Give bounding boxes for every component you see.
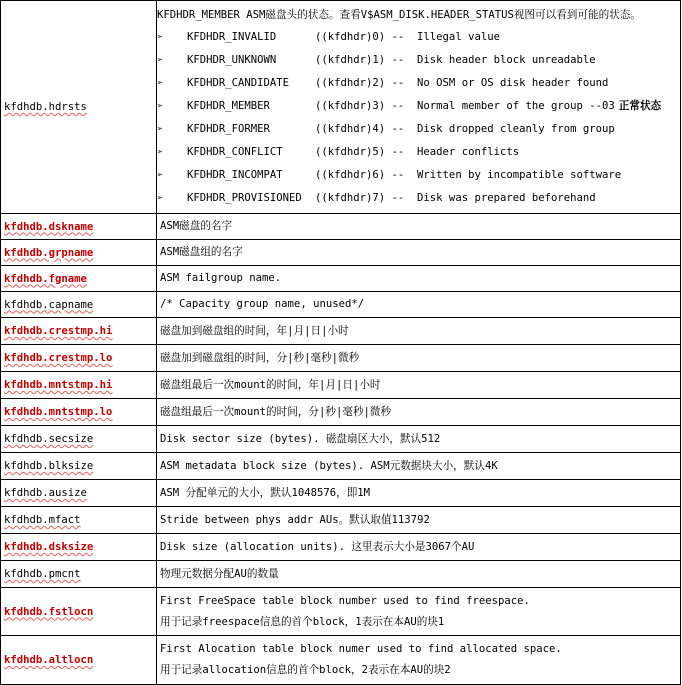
table-row bbox=[1, 292, 681, 318]
field-name-cell bbox=[1, 636, 157, 685]
field-name: kfdhdb.mntstmp.hi bbox=[4, 379, 113, 391]
table-row bbox=[1, 561, 681, 588]
status-name: KFDHDR_INCOMPAT bbox=[187, 169, 283, 181]
arrow-bullet-icon: ➢ bbox=[157, 193, 164, 204]
field-description: 磁盘组最后一次mount的时间，年|月|日|小时 bbox=[160, 378, 381, 391]
status-name: KFDHDR_UNKNOWN bbox=[187, 54, 277, 66]
table-row bbox=[1, 507, 681, 534]
field-description-cell bbox=[157, 372, 681, 399]
arrow-bullet-icon: ➢ bbox=[157, 55, 164, 66]
table-row bbox=[1, 266, 681, 292]
field-description: 磁盘加到磁盘组的时间，年|月|日|小时 bbox=[160, 324, 349, 337]
field-name-cell bbox=[1, 372, 157, 399]
field-description: /* Capacity group name, unused*/ bbox=[160, 298, 365, 310]
field-description-cell bbox=[157, 534, 681, 561]
field-description: Stride between phys addr AUs。默认取值113792 bbox=[160, 513, 430, 526]
status-emphasis: 正常状态 bbox=[618, 100, 662, 112]
field-description-cell bbox=[157, 507, 681, 534]
field-name-cell bbox=[1, 561, 157, 588]
field-name: kfdhdb.ausize bbox=[4, 487, 87, 499]
field-name: kfdhdb.pmcnt bbox=[4, 568, 81, 580]
field-name: kfdhdb.fgname bbox=[4, 272, 87, 285]
table-row bbox=[1, 453, 681, 480]
table-row bbox=[1, 480, 681, 507]
field-description-cell bbox=[157, 561, 681, 588]
field-description: 用于记录allocation信息的首个block，2表示在本AU的块2 bbox=[160, 664, 451, 676]
field-name-cell bbox=[1, 588, 157, 636]
status-item bbox=[157, 141, 680, 164]
field-description-cell bbox=[157, 588, 681, 636]
field-name: kfdhdb.blksize bbox=[4, 460, 94, 472]
table-row bbox=[1, 214, 681, 240]
status-item bbox=[157, 49, 680, 72]
field-name-cell bbox=[1, 507, 157, 534]
status-name: KFDHDR_INVALID bbox=[187, 31, 277, 43]
field-description-cell bbox=[157, 480, 681, 507]
status-items-list bbox=[157, 26, 680, 210]
table-row bbox=[1, 318, 681, 345]
field-description: ASM failgroup name. bbox=[160, 272, 282, 284]
field-name-cell bbox=[1, 480, 157, 507]
table-row bbox=[1, 240, 681, 266]
arrow-bullet-icon: ➢ bbox=[157, 124, 164, 135]
field-name: kfdhdb.dskname bbox=[4, 220, 94, 233]
field-name-cell bbox=[1, 345, 157, 372]
status-item bbox=[157, 95, 680, 118]
field-description: 物理元数据分配AU的数量 bbox=[160, 567, 279, 580]
field-description: ASM metadata block size (bytes). ASM元数据块大小，默认4K bbox=[160, 459, 498, 472]
status-text: ((kfdhdr)2) -- No OSM or OS disk header found bbox=[315, 77, 609, 89]
field-name-cell bbox=[1, 318, 157, 345]
table-row bbox=[1, 636, 681, 685]
field-name-cell bbox=[1, 266, 157, 292]
field-description: First FreeSpace table block number used to find freespace. bbox=[160, 594, 530, 607]
status-item bbox=[157, 72, 680, 95]
status-item bbox=[157, 187, 680, 210]
field-name-cell bbox=[1, 214, 157, 240]
field-name: kfdhdb.capname bbox=[4, 298, 94, 311]
status-description-cell bbox=[157, 1, 681, 214]
field-description: 磁盘加到磁盘组的时间，分|秒|毫秒|微秒 bbox=[160, 351, 360, 364]
field-name-cell bbox=[1, 534, 157, 561]
table-row bbox=[1, 1, 681, 214]
field-name-cell bbox=[1, 453, 157, 480]
status-text: ((kfdhdr)5) -- Header conflicts bbox=[315, 146, 520, 158]
field-description: Disk size (allocation units). 这里表示大小是3067个AU bbox=[160, 540, 475, 553]
status-text: ((kfdhdr)7) -- Disk was prepared beforehand bbox=[315, 192, 596, 204]
field-name: kfdhdb.grpname bbox=[4, 246, 94, 259]
field-name-cell bbox=[1, 292, 157, 318]
field-name-cell bbox=[1, 399, 157, 426]
field-name: kfdhdb.crestmp.lo bbox=[4, 352, 113, 364]
status-text: ((kfdhdr)1) -- Disk header block unreadable bbox=[315, 54, 596, 66]
table-row bbox=[1, 345, 681, 372]
status-item bbox=[157, 118, 680, 141]
field-description-cell bbox=[157, 240, 681, 266]
arrow-bullet-icon: ➢ bbox=[157, 78, 164, 89]
field-description-cell bbox=[157, 318, 681, 345]
field-name: kfdhdb.mfact bbox=[4, 514, 81, 526]
field-name: kfdhdb.dsksize bbox=[4, 541, 94, 553]
field-description: ASM磁盘组的名字 bbox=[160, 246, 243, 258]
field-description-cell bbox=[157, 292, 681, 318]
field-name: kfdhdb.mntstmp.lo bbox=[4, 406, 113, 418]
arrow-bullet-icon: ➢ bbox=[157, 101, 164, 112]
table-row bbox=[1, 534, 681, 561]
field-name: kfdhdb.hdrsts bbox=[4, 101, 87, 113]
field-description-cell bbox=[157, 426, 681, 453]
arrow-bullet-icon: ➢ bbox=[157, 147, 164, 158]
field-description-cell bbox=[157, 636, 681, 685]
field-name: kfdhdb.altlocn bbox=[4, 654, 94, 666]
field-description-cell bbox=[157, 399, 681, 426]
table-row bbox=[1, 372, 681, 399]
table-body bbox=[1, 1, 681, 685]
status-name: KFDHDR_FORMER bbox=[187, 123, 270, 135]
status-title: KFDHDR_MEMBER ASM磁盘头的状态。查看V$ASM_DISK.HEADER_STATUS视图可以看到可能的状态。 bbox=[157, 9, 641, 21]
arrow-bullet-icon: ➢ bbox=[157, 32, 164, 43]
field-description: First Alocation table block numer used to find allocated space. bbox=[160, 643, 562, 655]
status-item bbox=[157, 164, 680, 187]
status-item bbox=[157, 26, 680, 49]
table-row bbox=[1, 588, 681, 636]
status-name: KFDHDR_MEMBER bbox=[187, 100, 270, 112]
status-text: ((kfdhdr)4) -- Disk dropped cleanly from group bbox=[315, 123, 615, 135]
field-description: Disk sector size (bytes). 磁盘扇区大小，默认512 bbox=[160, 432, 441, 445]
field-description-cell bbox=[157, 345, 681, 372]
field-name: kfdhdb.crestmp.hi bbox=[4, 325, 113, 337]
status-text: ((kfdhdr)0) -- Illegal value bbox=[315, 31, 500, 43]
status-name: KFDHDR_CANDIDATE bbox=[187, 77, 290, 89]
status-name: KFDHDR_CONFLICT bbox=[187, 146, 283, 158]
field-name-cell bbox=[1, 240, 157, 266]
field-name-cell bbox=[1, 426, 157, 453]
table-row bbox=[1, 426, 681, 453]
status-name: KFDHDR_PROVISIONED bbox=[187, 192, 302, 204]
field-description-cell bbox=[157, 214, 681, 240]
table-row bbox=[1, 399, 681, 426]
arrow-bullet-icon: ➢ bbox=[157, 170, 164, 181]
field-description-cell bbox=[157, 266, 681, 292]
field-description: ASM磁盘的名字 bbox=[160, 220, 233, 232]
field-name: kfdhdb.fstlocn bbox=[4, 605, 94, 618]
field-description-cell bbox=[157, 453, 681, 480]
field-description: ASM 分配单元的大小，默认1048576，即1M bbox=[160, 486, 371, 499]
field-description: 磁盘组最后一次mount的时间，分|秒|毫秒|微秒 bbox=[160, 405, 392, 418]
field-description: 用于记录freespace信息的首个block，1表示在本AU的块1 bbox=[160, 615, 445, 628]
status-text: ((kfdhdr)3) -- Normal member of the group --03 bbox=[315, 100, 615, 112]
field-name-cell bbox=[1, 1, 157, 214]
field-name: kfdhdb.secsize bbox=[4, 433, 94, 445]
status-text: ((kfdhdr)6) -- Written by incompatible software bbox=[315, 169, 622, 181]
